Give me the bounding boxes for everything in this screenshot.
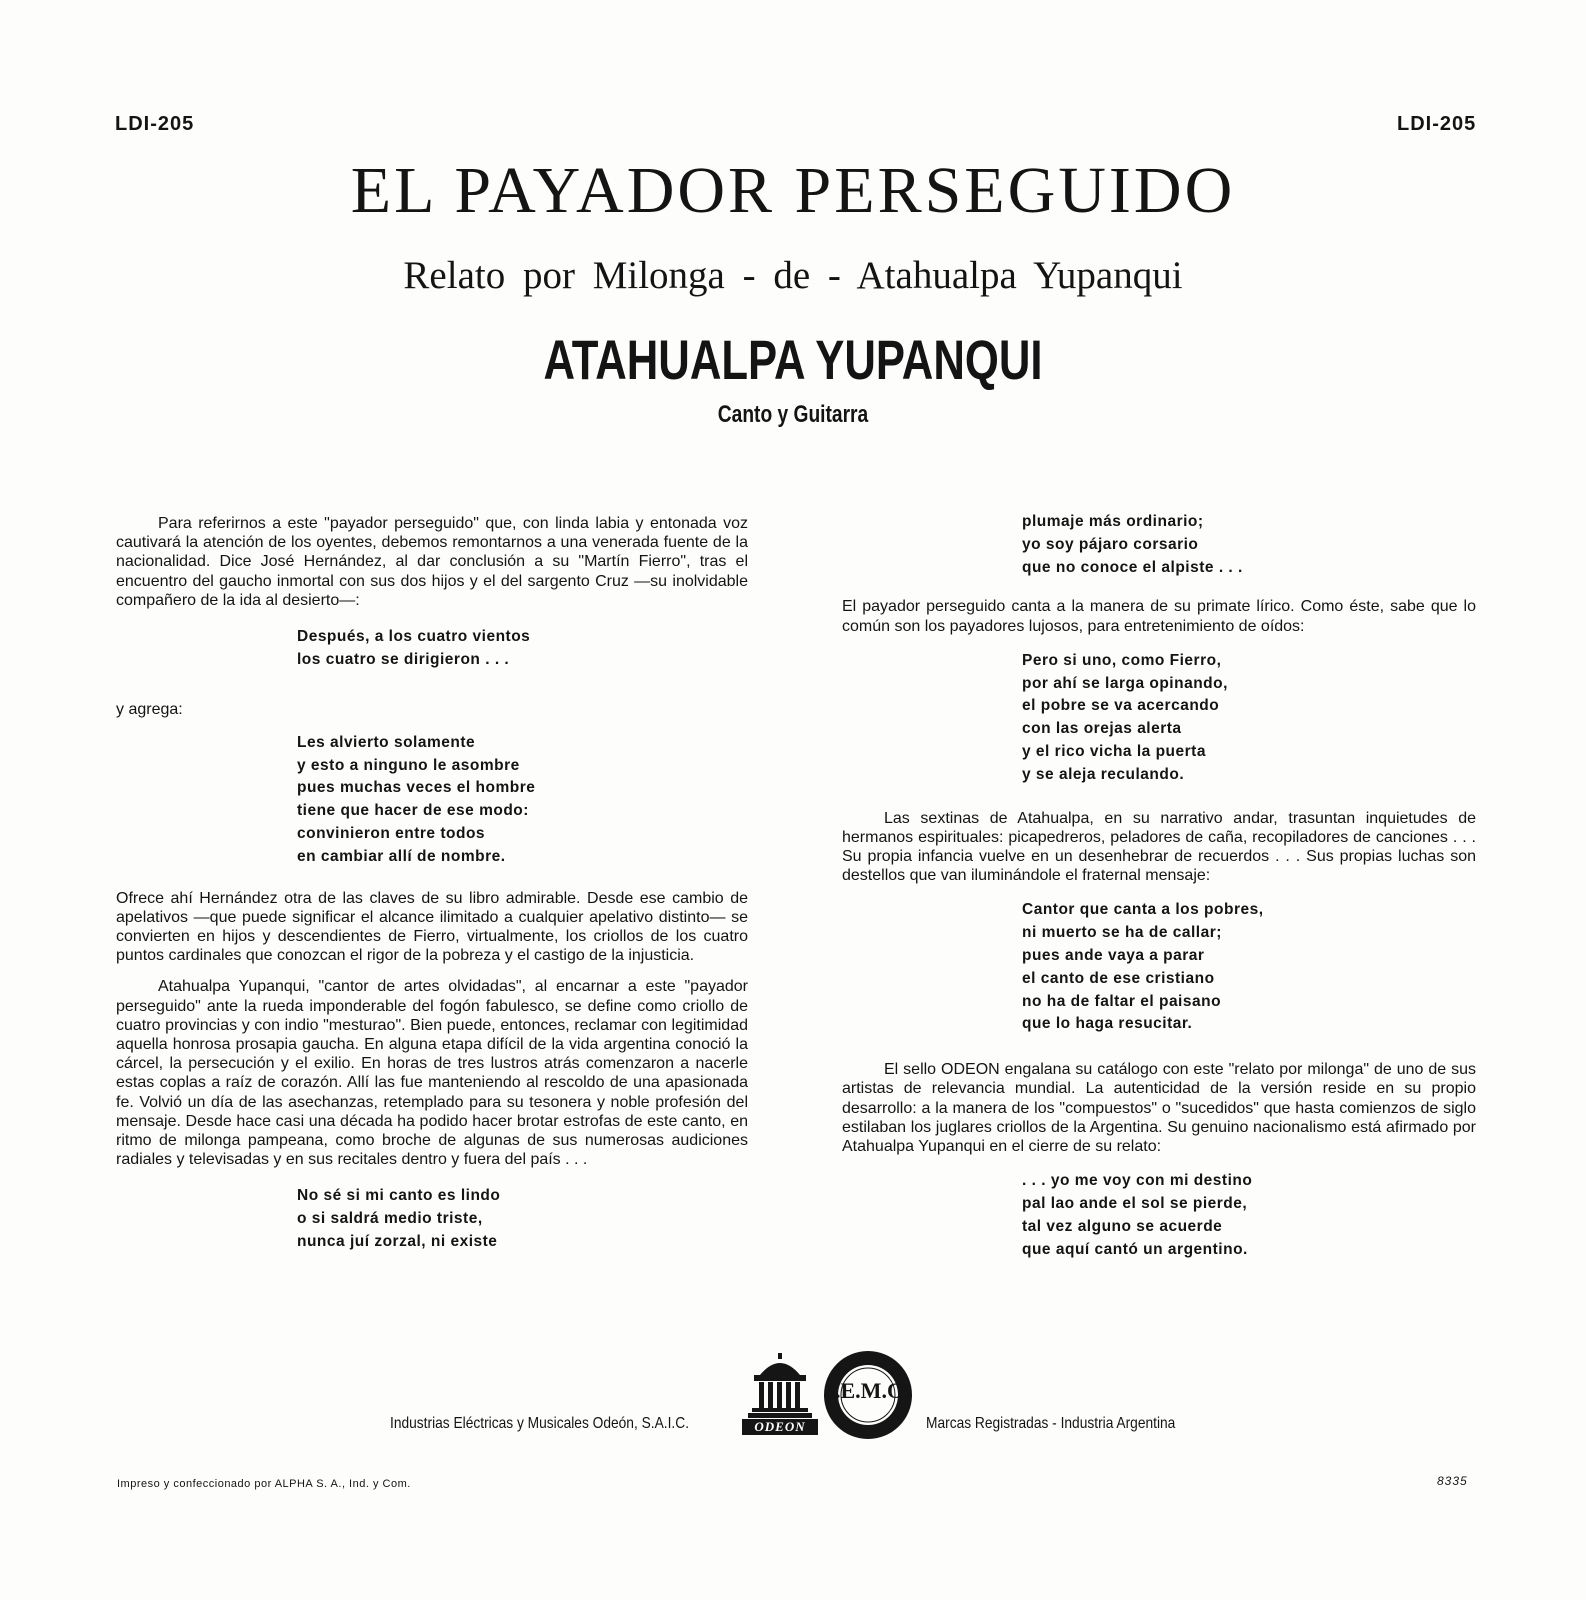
paragraph: Las sextinas de Atahualpa, en su narrativo andar, trasuntan inquietudes de hermanos espirituales: picapedreros, peladores de caña, recopiladores de canciones . . . Su propia infancia vuelve en un desenhebrar de recuerdos . . . Sus propias luchas son destellos que van iluminándole el fraternal mensaje: — [842, 809, 1476, 885]
quality-seal — [822, 1349, 914, 1441]
verse-line: que no conoce el alpiste . . . — [1022, 558, 1243, 576]
verse-line: convinieron entre todos — [297, 825, 486, 842]
verse-line: y esto a ninguno le asombre — [297, 756, 520, 774]
verse-line: en cambiar allí de nombre. — [297, 847, 506, 865]
verse-line: nunca juí zorzal, ni existe — [297, 1233, 498, 1251]
odeon-logo — [742, 1349, 818, 1435]
verse-line: tal vez alguno se acuerde — [1022, 1217, 1223, 1235]
catalog-number-left: LDI-205 — [115, 113, 195, 135]
company-name: Industrias Eléctricas y Musicales Odeón, S.A.I.C. — [390, 1415, 690, 1432]
verse-line: que aquí cantó un argentino. — [1022, 1240, 1248, 1258]
verse-line: con las orejas alerta — [1022, 720, 1182, 738]
artist-name: ATAHUALPA YUPANQUI — [543, 328, 1043, 391]
paragraph: Atahualpa Yupanqui, "cantor de artes olvidadas", al encarnar a este "payador perseguido" ante la rueda imponderable del fogón fabulesco, se define como criollo de cuatro provincias y con indio "mesturao". Bien puede, entonces, reclamar con legitimidad aquella honrosa prosapia gaucha. En alguna etapa difícil de la vida argentina conoció la cárcel, la persecución y el exilio. En horas de tres lustros atrás comenzaron a nacerle estas coplas a raíz de corazón. Allí las fue manteniendo al rescoldo de una apasionada fe. Volvió un día de las asechanzas, retemplado para su tesonera y noble profesión del mensaje. Desde hace casi una década ha podido hacer brotar estrofas de este canto, en ritmo de milonga pampeana, como broche de algunas de sus numerosas audiciones radiales y televisadas y en sus recitales dentro y fuera del país . . . — [116, 978, 748, 1169]
verse-line: que lo haga resucitar. — [1022, 1015, 1193, 1033]
seal-text: I.E.M.O. — [826, 1378, 910, 1403]
verse-line: No sé si mi canto es lindo — [297, 1187, 501, 1205]
paragraph: El payador perseguido canta a la manera de su primate lírico. Como éste, sabe que lo común son los payadores lujosos, para entretenimiento de oídos: — [842, 598, 1476, 635]
odeon-wordmark: ODEON — [742, 1419, 818, 1435]
paragraph: y agrega: — [116, 700, 183, 718]
verse-line: o si saldrá medio triste, — [297, 1210, 483, 1228]
liner-notes-left-column — [116, 514, 748, 1254]
verse-line: pues ande vaya a parar — [1022, 946, 1205, 964]
verse-line: y se aleja reculando. — [1022, 765, 1185, 783]
verse — [842, 899, 1476, 1036]
verse-line: . . . yo me voy con mi destino — [1022, 1172, 1253, 1190]
verse-line: Les alvierto solamente — [297, 733, 476, 751]
verse-line: tiene que hacer de ese modo: — [297, 802, 529, 820]
album-subtitle: Relato por Milonga - de - Atahualpa Yupanqui — [403, 254, 1183, 297]
verse-line: y el rico vicha la puerta — [1022, 742, 1206, 760]
verse — [842, 511, 1476, 579]
liner-notes-right-column — [842, 511, 1476, 1261]
verse-line: Pero si uno, como Fierro, — [1022, 651, 1222, 669]
paragraph: El sello ODEON engalana su catálogo con este "relato por milonga" de uno de sus artistas de relevancia mundial. La autenticidad de la versión reside en su propio desarrollo: a la manera de los "compuestos" o "sucedidos" que hasta comienzos de siglo estilaban los juglares criollos de la Argentina. Su genuino nacionalismo está afirmado por Atahualpa Yupanqui en el cierre de su relato: — [842, 1061, 1476, 1155]
artist-credit: Canto y Guitarra — [717, 401, 869, 428]
verse-line: por ahí se larga opinando, — [1022, 674, 1228, 692]
album-title: EL PAYADOR PERSEGUIDO — [350, 154, 1236, 227]
verse — [116, 1185, 748, 1253]
verse-line: yo soy pájaro corsario — [1022, 535, 1199, 553]
verse-line: los cuatro se dirigieron . . . — [297, 650, 510, 668]
paragraph: Para referirnos a este "payador perseguido" que, con linda labia y entonada voz cautivará la atención de los oyentes, debemos remontarnos a una venerada fuente de la nacionalidad. Dice José Hernández, al dar conclusión a su "Martín Fierro", tras el encuentro del gaucho inmortal con sus dos hijos y el del sargento Cruz —su inolvidable compañero de la ida al desierto—: — [116, 515, 748, 609]
verse-line: Después, a los cuatro vientos — [297, 628, 531, 646]
verse-line: el canto de ese cristiano — [1022, 969, 1215, 987]
verse-line: plumaje más ordinario; — [1022, 513, 1204, 530]
verse — [116, 732, 748, 869]
verse-line: no ha de faltar el paisano — [1022, 992, 1222, 1010]
verse-line: ni muerto se ha de callar; — [1022, 924, 1222, 942]
print-code: 8335 — [1437, 1474, 1468, 1488]
verse — [842, 650, 1476, 787]
verse-line: pues muchas veces el hombre — [297, 779, 536, 797]
temple-icon — [742, 1349, 818, 1419]
verse-line: Cantor que canta a los pobres, — [1022, 901, 1264, 919]
verse — [116, 626, 748, 672]
verse-line: el pobre se va acercando — [1022, 697, 1220, 715]
trademark-notice: Marcas Registradas - Industria Argentina — [926, 1415, 1176, 1432]
verse — [842, 1170, 1476, 1261]
catalog-number-right: LDI-205 — [1397, 113, 1477, 135]
verse-line: pal lao ande el sol se pierde, — [1022, 1194, 1248, 1212]
paragraph: Ofrece ahí Hernández otra de las claves de su libro admirable. Desde ese cambio de apelativos —que puede significar el alcance ilimitado a cualquier apelativo distinto— se convierten en hijos y descendientes de Fierro, virtualmente, los criollos de los cuatro puntos cardinales que conozcan el rigor de la pobreza y el castigo de la injusticia. — [116, 889, 748, 965]
printer-credit: Impreso y confeccionado por ALPHA S. A., Ind. y Com. — [117, 1478, 411, 1490]
